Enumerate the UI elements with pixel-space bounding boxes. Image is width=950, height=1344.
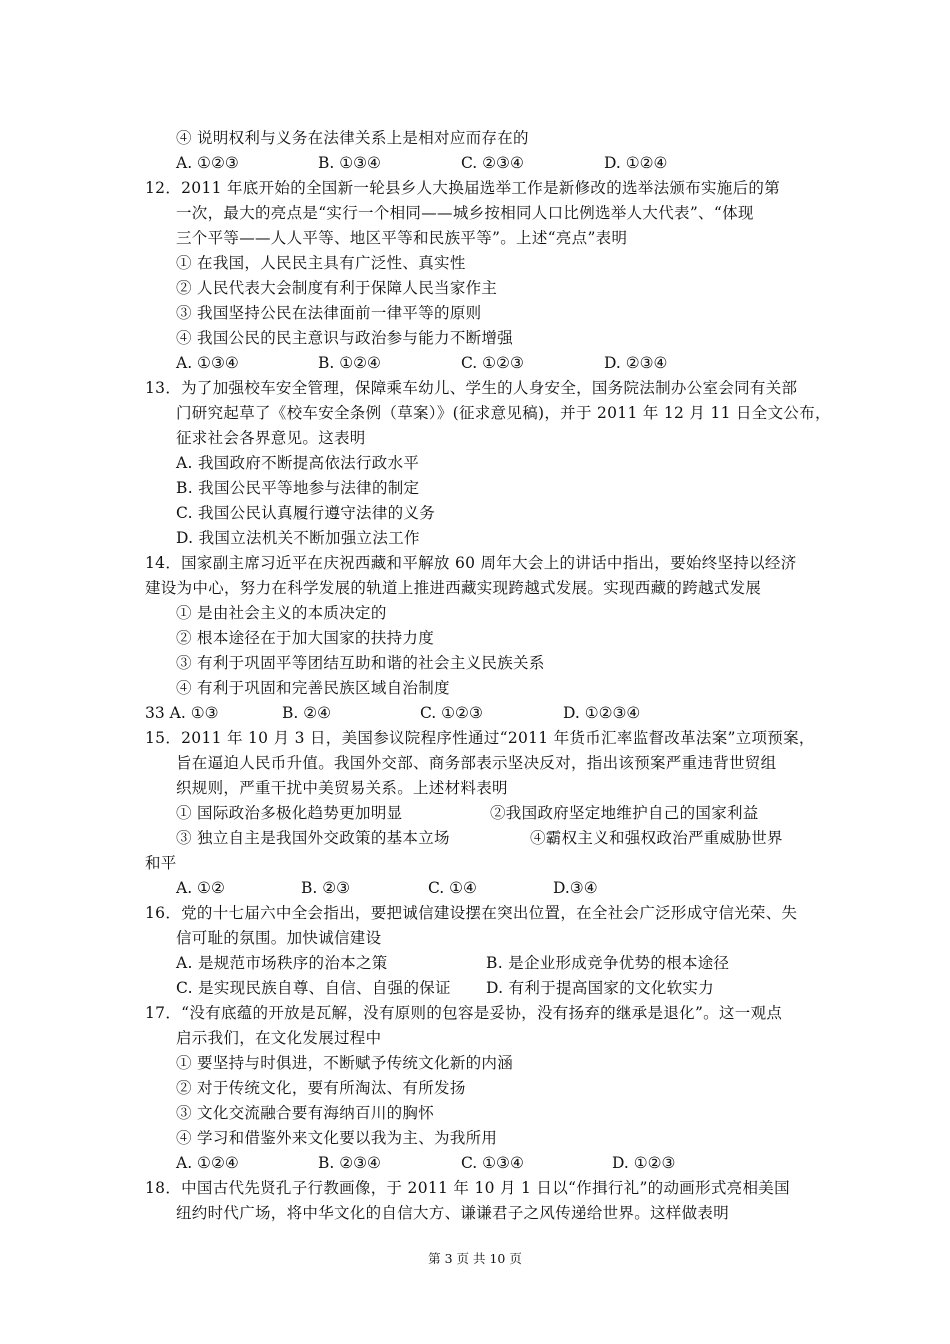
q12-statement-2: ② 人民代表大会制度有利于保障人民当家作主 bbox=[176, 279, 498, 297]
q15-option-c: C. ①④ bbox=[428, 879, 477, 897]
q17-stem-line-2: 启示我们，在文化发展过程中 bbox=[176, 1029, 382, 1047]
q15-option-a: A. ①② bbox=[176, 879, 225, 897]
q16-choice-b: B. 是企业形成竞争优势的根本途径 bbox=[486, 954, 730, 972]
q18-stem-line-1: 18．中国古代先贤孔子行教画像，于 2011 年 10 月 1 日以“作揖行礼”的动画形式亮相美国 bbox=[145, 1179, 790, 1197]
q12-stem-line-3: 三个平等——人人平等、地区平等和民族平等”。上述“亮点”表明 bbox=[176, 229, 628, 247]
q12-stem-line-1: 12．2011 年底开始的全国新一轮县乡人大换届选举工作是新修改的选举法颁布实施后的第 bbox=[145, 179, 780, 197]
q17-statement-4: ④ 学习和借鉴外来文化要以我为主、为我所用 bbox=[176, 1129, 498, 1147]
q13-stem-line-1: 13．为了加强校车安全管理，保障乘车幼儿、学生的人身安全，国务院法制办公室会同有关部 bbox=[145, 379, 798, 397]
q14-option-c: C. ①②③ bbox=[420, 704, 483, 722]
q16-choice-a: A. 是规范市场秩序的治本之策 bbox=[176, 954, 388, 972]
q14-option-d: D. ①②③④ bbox=[563, 704, 641, 722]
q11-option-b: B. ①③④ bbox=[318, 154, 381, 172]
q15-stem-line-1: 15．2011 年 10 月 3 日，美国参议院程序性通过“2011 年货币汇率监督改革法案”立项预案， bbox=[145, 729, 815, 747]
q12-option-d: D. ②③④ bbox=[604, 354, 668, 372]
q17-option-c: C. ①③④ bbox=[461, 1154, 524, 1172]
q17-statement-2: ② 对于传统文化，要有所淘汰、有所发扬 bbox=[176, 1079, 466, 1097]
q12-stem-line-2: 一次，最大的亮点是“实行一个相同——城乡按相同人口比例选举人大代表”、“体现 bbox=[176, 204, 754, 222]
q15-option-b: B. ②③ bbox=[301, 879, 351, 897]
q16-stem-line-2: 信可耻的氛围。加快诚信建设 bbox=[176, 929, 382, 947]
q14-statement-3: ③ 有利于巩固平等团结互助和谐的社会主义民族关系 bbox=[176, 654, 545, 672]
q17-option-b: B. ②③④ bbox=[318, 1154, 381, 1172]
q14-option-b: B. ②④ bbox=[282, 704, 332, 722]
q11-option-a: A. ①②③ bbox=[176, 154, 239, 172]
q13-choice-c: C. 我国公民认真履行遵守法律的义务 bbox=[176, 504, 436, 522]
q13-choice-b: B. 我国公民平等地参与法律的制定 bbox=[176, 479, 420, 497]
q14-stem-line-1: 14．国家副主席习近平在庆祝西藏和平解放 60 周年大会上的讲话中指出，要始终坚持以经济 bbox=[145, 554, 797, 572]
q14-statement-1: ① 是由社会主义的本质决定的 bbox=[176, 604, 387, 622]
q11-option-d: D. ①②④ bbox=[604, 154, 668, 172]
q12-statement-4: ④ 我国公民的民主意识与政治参与能力不断增强 bbox=[176, 329, 514, 347]
q14-statement-4: ④ 有利于巩固和完善民族区域自治制度 bbox=[176, 679, 450, 697]
q12-option-c: C. ①②③ bbox=[461, 354, 524, 372]
q14-statement-2: ② 根本途径在于加大国家的扶持力度 bbox=[176, 629, 435, 647]
q14-option-a: 33 A. ①③ bbox=[145, 704, 219, 722]
q17-option-a: A. ①②④ bbox=[176, 1154, 239, 1172]
q12-option-b: B. ①②④ bbox=[318, 354, 381, 372]
q15-statement-2: ②我国政府坚定地维护自己的国家利益 bbox=[490, 804, 759, 822]
q15-statement-4: ④霸权主义和强权政治严重威胁世界 bbox=[530, 829, 783, 847]
q12-statement-3: ③ 我国坚持公民在法律面前一律平等的原则 bbox=[176, 304, 482, 322]
q17-statement-1: ① 要坚持与时俱进，不断赋予传统文化新的内涵 bbox=[176, 1054, 514, 1072]
page-footer: 第 3 页 共 10 页 bbox=[428, 1251, 522, 1266]
q15-option-d: D.③④ bbox=[553, 879, 598, 897]
q13-stem-line-2: 门研究起草了《校车安全条例（草案）》(征求意见稿)，并于 2011 年 12 月 11 日全文公布， bbox=[176, 404, 831, 422]
q15-stem-line-2: 旨在逼迫人民币升值。我国外交部、商务部表示坚决反对，指出该预案严重违背世贸组 bbox=[176, 754, 777, 772]
q13-stem-line-3: 征求社会各界意见。这表明 bbox=[176, 429, 366, 447]
q13-choice-a: A. 我国政府不断提高依法行政水平 bbox=[176, 454, 420, 472]
q12-statement-1: ① 在我国，人民民主具有广泛性、真实性 bbox=[176, 254, 466, 272]
q13-choice-d: D. 我国立法机关不断加强立法工作 bbox=[176, 529, 420, 547]
q17-option-d: D. ①②③ bbox=[612, 1154, 676, 1172]
q15-statement-3: ③ 独立自主是我国外交政策的基本立场 bbox=[176, 829, 450, 847]
q16-stem-line-1: 16．党的十七届六中全会指出，要把诚信建设摆在突出位置，在全社会广泛形成守信光荣、失 bbox=[145, 904, 798, 922]
q15-statement-4-wrap: 和平 bbox=[145, 854, 177, 872]
q17-stem-line-1: 17．“没有底蕴的开放是瓦解，没有原则的包容是妥协，没有扬弃的继承是退化”。这一观点 bbox=[145, 1004, 783, 1022]
q15-stem-line-3: 织规则，严重干扰中美贸易关系。上述材料表明 bbox=[176, 779, 508, 797]
q18-stem-line-2: 纽约时代广场，将中华文化的自信大方、谦谦君子之风传递给世界。这样做表明 bbox=[176, 1204, 730, 1222]
q11-option-c: C. ②③④ bbox=[461, 154, 524, 172]
q11-statement-4: ④ 说明权利与义务在法律关系上是相对应而存在的 bbox=[176, 129, 529, 147]
q12-option-a: A. ①③④ bbox=[176, 354, 239, 372]
q16-choice-d: D. 有利于提高国家的文化软实力 bbox=[486, 979, 715, 997]
q17-statement-3: ③ 文化交流融合要有海纳百川的胸怀 bbox=[176, 1104, 435, 1122]
q15-statement-1: ① 国际政治多极化趋势更加明显 bbox=[176, 804, 403, 822]
q16-choice-c: C. 是实现民族自尊、自信、自强的保证 bbox=[176, 979, 451, 997]
q14-stem-line-2: 建设为中心，努力在科学发展的轨道上推进西藏实现跨越式发展。实现西藏的跨越式发展 bbox=[145, 579, 762, 597]
